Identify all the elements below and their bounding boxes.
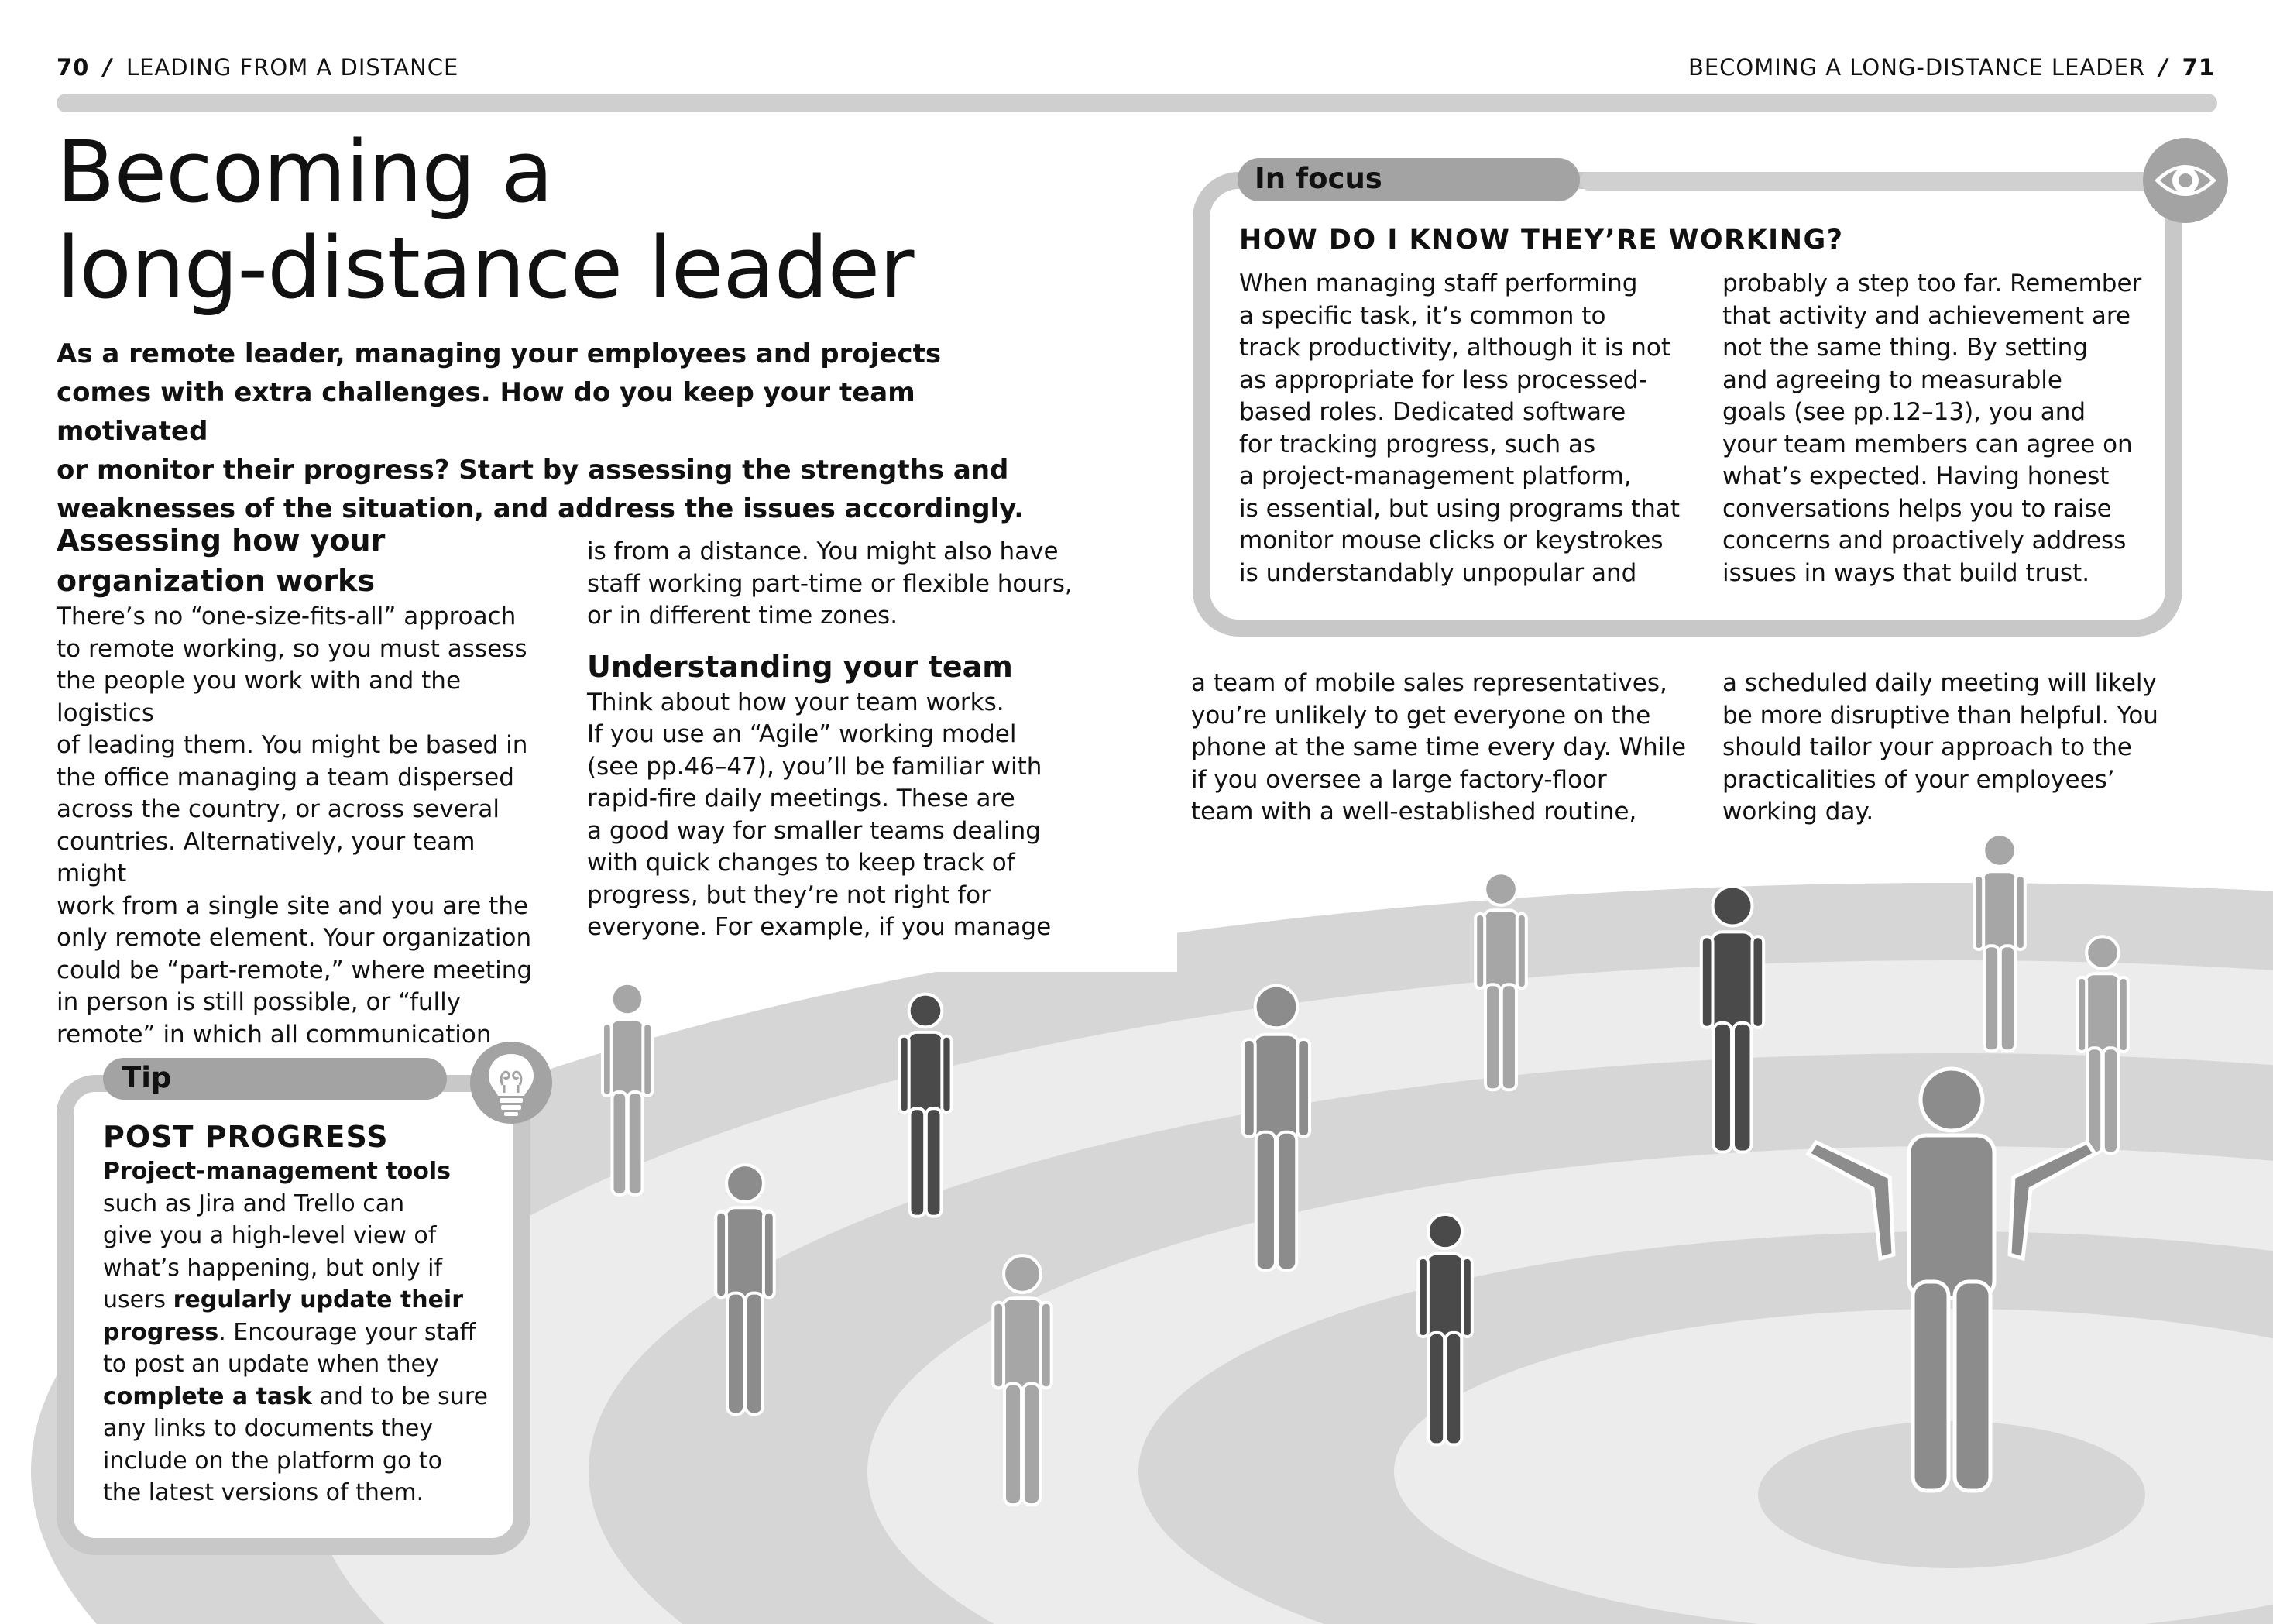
right-running-header: BECOMING A LONG-DISTANCE LEADER / 71	[1688, 54, 2215, 81]
section-body: Think about how your team works. If you use an “Agile” working model (see pp.46–47), you’ll be familiar with rapid-fire daily meetings. These are a good way for smaller teams dealing with quick changes to keep track of progress, but they’re not right for everyone. For example, if you manage	[587, 688, 1052, 941]
tip-body: Project-management tools such as Jira and Trello can give you a high-level view of what’s happening, but only if users regularly update their progress. Encourage your staff to post an update when they complete a task and to be sure any links to documents they include on the platform go to the latest versions of them.	[103, 1158, 488, 1506]
tip-heading: POST PROGRESS	[103, 1120, 389, 1154]
in-focus-tab: In focus	[1238, 158, 1580, 201]
left-running-header: 70 / LEADING FROM A DISTANCE	[57, 54, 459, 81]
column-four: a scheduled daily meeting will likely be more disruptive than helpful. You should tailor your approach to the practicalities of your employees’ working day.	[1722, 669, 2158, 826]
right-section-title: BECOMING A LONG-DISTANCE LEADER	[1688, 54, 2146, 81]
right-page-number: 71	[2182, 54, 2215, 81]
page-title: Becoming a long-distance leader	[57, 122, 914, 318]
tip-tab: Tip	[103, 1058, 447, 1100]
ring-7	[1758, 1421, 2145, 1568]
continued-text: is from a distance. You might also have staff working part-time or flexible hours, or in different time zones.	[587, 537, 1073, 630]
column-three: a team of mobile sales representatives, you’re unlikely to get everyone on the phone at the same time every day. While if you oversee a large factory-floor team with a well-established routine,	[1191, 669, 1687, 826]
left-page-number: 70	[57, 54, 90, 81]
eye-icon	[2143, 138, 2228, 223]
intro-paragraph: As a remote leader, managing your employees and projects comes with extra challenges. How do you keep your team motivated or monitor their progress? Start by assessing the strengths and weaknesses of the situation, and address the issues accordingly.	[57, 338, 1025, 524]
section-assessing	[57, 520, 552, 1051]
section-heading: Understanding your team	[587, 649, 1013, 684]
header-rule	[57, 94, 2217, 112]
section-body: There’s no “one-size-fits-all” approach to remote working, so you must assess the people you work with and the logistics of leading them. You might be based in the office managing a team dispersed across the country, or across several countries. Alternatively, your team might work from a single site and you are the only remote element. Your organization could be “part-remote,” where meeting in person is still possible, or “fully remote” in which all communication	[57, 603, 533, 1049]
in-focus-heading: HOW DO I KNOW THEY’RE WORKING?	[1239, 225, 1844, 256]
in-focus-bar	[1580, 172, 2168, 191]
in-focus-right-column: probably a step too far. Remember that activity and achievement are not the same thing. By setting and agreeing to measurable goals (see pp.12–13), you and your team members can agree on what’s expected. Having honest conversations helps you to raise concerns and proactively address issues in ways that build trust.	[1722, 270, 2142, 587]
left-section-title: LEADING FROM A DISTANCE	[125, 54, 459, 81]
column-two	[587, 536, 1083, 944]
lightbulb-icon	[470, 1042, 552, 1124]
in-focus-left-column: When managing staff performing a specific task, it’s common to track productivity, although it is not as appropriate for less processed- based roles. Dedicated software for tracking progress, such as a project-management platform, is essential, but using programs that monitor mouse clicks or keystrokes is understandably unpopular and	[1239, 270, 1681, 587]
section-heading: Assessing how your organization works	[57, 524, 386, 598]
